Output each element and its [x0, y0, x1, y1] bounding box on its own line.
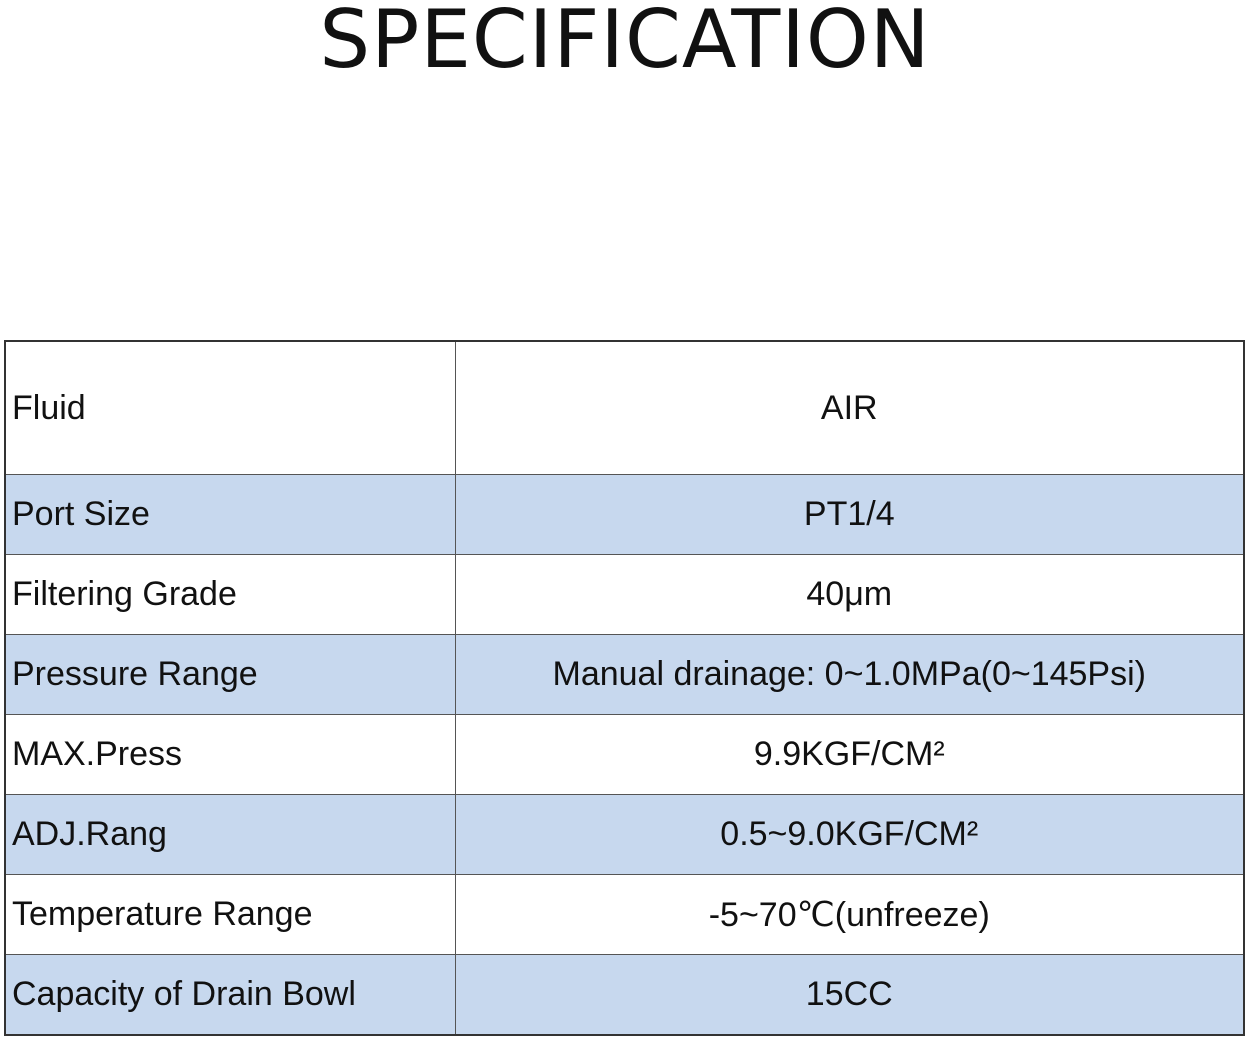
specification-table	[4, 340, 1245, 1036]
page-title: SPECIFICATION	[319, 0, 931, 86]
spec-label: Port Size	[5, 475, 455, 555]
table-row	[5, 795, 1244, 875]
table-row	[5, 635, 1244, 715]
spec-value: -5~70℃(unfreeze)	[455, 875, 1244, 955]
spec-value: PT1/4	[455, 475, 1244, 555]
spec-label: Fluid	[5, 341, 455, 475]
table-row	[5, 715, 1244, 795]
spec-value: 9.9KGF/CM²	[455, 715, 1244, 795]
table-row	[5, 555, 1244, 635]
table-row	[5, 955, 1244, 1036]
table-row	[5, 875, 1244, 955]
spec-label: Filtering Grade	[5, 555, 455, 635]
table-row	[5, 475, 1244, 555]
spec-value: 0.5~9.0KGF/CM²	[455, 795, 1244, 875]
spec-label: MAX.Press	[5, 715, 455, 795]
spec-value: 40μm	[455, 555, 1244, 635]
spec-value: 15CC	[455, 955, 1244, 1036]
spec-label: ADJ.Rang	[5, 795, 455, 875]
table-row	[5, 341, 1244, 475]
spec-label: Temperature Range	[5, 875, 455, 955]
spec-label: Pressure Range	[5, 635, 455, 715]
spec-value: AIR	[455, 341, 1244, 475]
spec-label: Capacity of Drain Bowl	[5, 955, 455, 1036]
spec-value: Manual drainage: 0~1.0MPa(0~145Psi)	[455, 635, 1244, 715]
